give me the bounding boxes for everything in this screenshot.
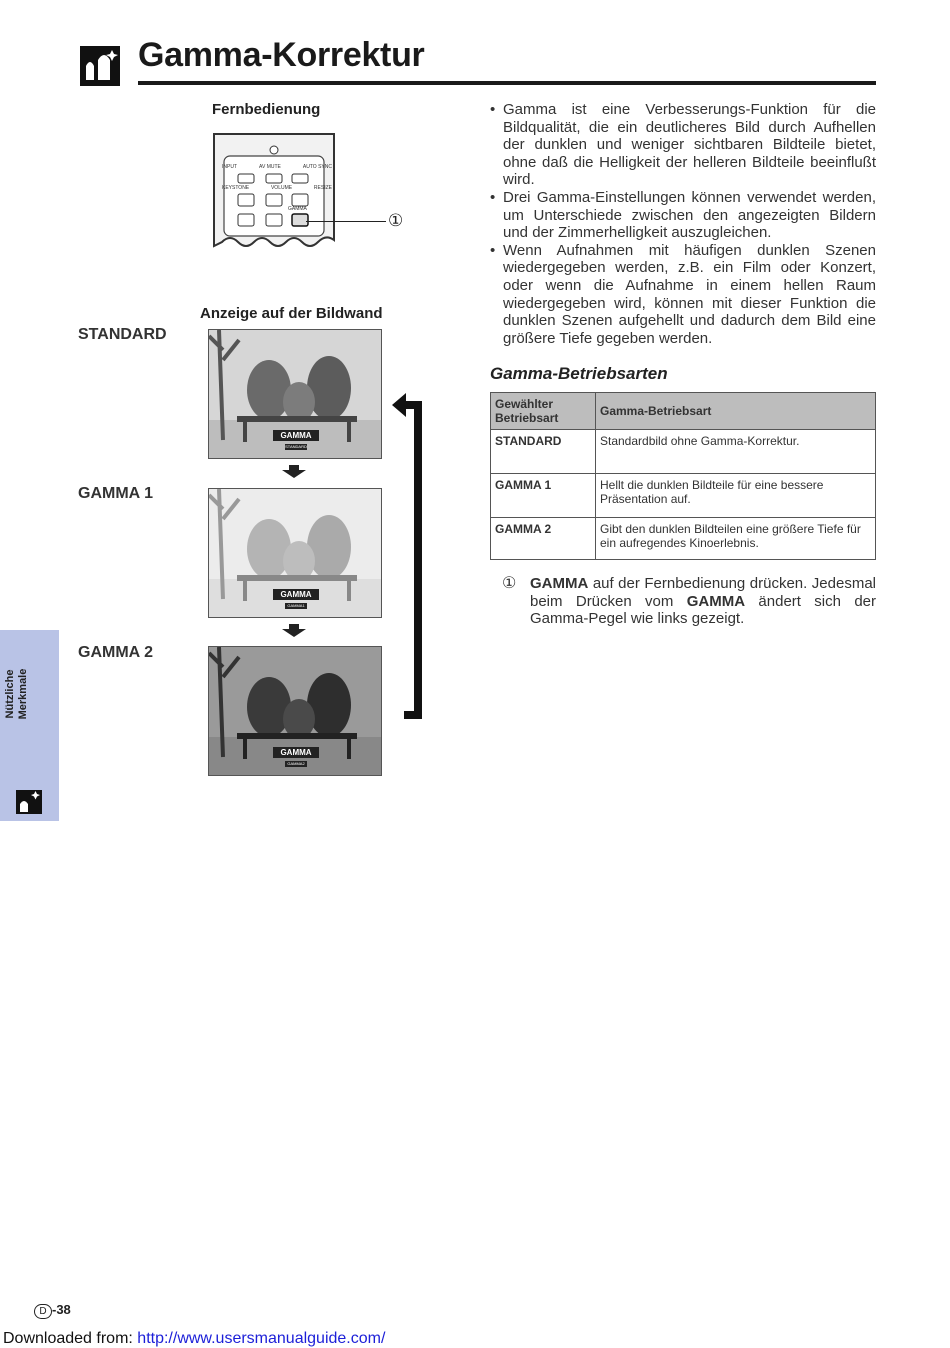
input-button-label: INPUT — [222, 164, 237, 170]
screen-image-gamma1 — [208, 488, 382, 618]
resize-button-label: RESIZE — [313, 185, 332, 191]
osd-gamma-badge: GAMMA — [273, 747, 319, 758]
osd-gamma-badge: GAMMA — [273, 430, 319, 441]
volume-button-label: VOLUME — [270, 185, 293, 191]
callout-number: ① — [388, 211, 404, 230]
table-cell: Gibt den dunklen Bildteilen eine größere Tiefe für ein aufregendes Kinoerlebnis. — [596, 518, 876, 560]
table-cell: Standardbild ohne Gamma-Korrektur. — [596, 430, 876, 474]
table-cell: GAMMA 2 — [491, 518, 596, 560]
page-title: Gamma-Korrektur — [138, 36, 425, 74]
chapter-tab-icon — [16, 790, 42, 814]
download-source: Downloaded from: http://www.usersmanualguide.com/ — [3, 1330, 386, 1347]
auto-sync-button-label: AUTO SYNC — [302, 164, 332, 170]
gamma-key-label: GAMMA — [530, 575, 589, 592]
av-mute-button-label: AV MUTE — [259, 164, 281, 170]
list-item: • Drei Gamma-Einstellungen können verwendet werden, um Unterschiede zwischen den angezeigten Bildern und der Zimmerhelligkeit auszugleichen. — [490, 188, 876, 242]
osd-mode-badge: GAMMA1 — [285, 603, 307, 609]
screen-image-gamma2 — [208, 646, 382, 776]
download-link[interactable]: http://www.usersmanualguide.com/ — [137, 1330, 386, 1347]
down-arrow-icon — [282, 624, 306, 637]
table-header-row — [491, 393, 876, 430]
gamma-button-label: GAMMA — [288, 206, 307, 212]
chapter-side-label: Nützliche Merkmale — [4, 668, 29, 720]
cycle-arrow-icon — [392, 393, 426, 721]
title-divider — [138, 81, 876, 85]
chapter-icon — [80, 46, 120, 86]
osd-mode-badge: STANDARD — [285, 444, 307, 449]
instruction-step — [502, 575, 876, 628]
modes-section-heading: Gamma-Betriebsarten — [490, 364, 668, 383]
osd-mode-badge: GAMMA2 — [285, 761, 307, 767]
step-number: ① — [502, 575, 517, 592]
gamma-key-label: GAMMA — [686, 592, 746, 610]
gamma-modes-table — [490, 392, 876, 560]
info-bullet-list — [490, 101, 876, 347]
callout-line — [306, 221, 386, 222]
mode-label-standard: STANDARD — [78, 326, 167, 343]
table-row — [491, 430, 876, 474]
mode-label-gamma2: GAMMA 2 — [78, 644, 153, 661]
keystone-button-label: KEYSTONE — [222, 185, 250, 191]
page-circle-icon: D — [34, 1304, 52, 1319]
osd-gamma-badge: GAMMA — [273, 589, 319, 600]
down-arrow-icon — [282, 465, 306, 478]
table-cell: Hellt die dunklen Bildteile für eine bessere Präsentation auf. — [596, 474, 876, 518]
table-cell: GAMMA 1 — [491, 474, 596, 518]
table-row — [491, 518, 876, 560]
table-header-cell: Gewählter Betriebsart — [491, 393, 596, 430]
list-item: • Gamma ist eine Verbesserungs-Funktion für die Bildqualität, die ein deutlicheres Bild durch Aufhellen der dunklen und weniger sichtbaren Bildteile bietet, ohne daß die Helligkeit der helleren Bildteile beeinflußt wird. — [490, 101, 876, 189]
mode-label-gamma1: GAMMA 1 — [78, 485, 153, 502]
table-cell: STANDARD — [491, 430, 596, 474]
step-text: GAMMA auf der Fernbedienung drücken. Jedesmal beim Drücken vom GAMMA ändert sich der Gamma-Pegel wie links gezeigt. — [530, 575, 876, 628]
page-number: D -38 — [34, 1302, 71, 1319]
list-item: • Wenn Aufnahmen mit häufigen dunklen Szenen wiedergegeben werden, z.B. ein Film oder Konzert, oder wenn die Aufnahme in einem hellen Raum wiedergegeben wird, können mit dieser Funktion die dunklen Szenen aufgehellt und dadurch dem Bild eine größere Tiefe gegeben werden. — [490, 241, 876, 347]
table-row — [491, 474, 876, 518]
remote-control-illustration — [210, 130, 338, 262]
screen-heading: Anzeige auf der Bildwand — [200, 305, 383, 322]
screen-image-standard — [208, 329, 382, 459]
table-header-cell: Gamma-Betriebsart — [596, 393, 876, 430]
remote-heading: Fernbedienung — [212, 101, 321, 118]
